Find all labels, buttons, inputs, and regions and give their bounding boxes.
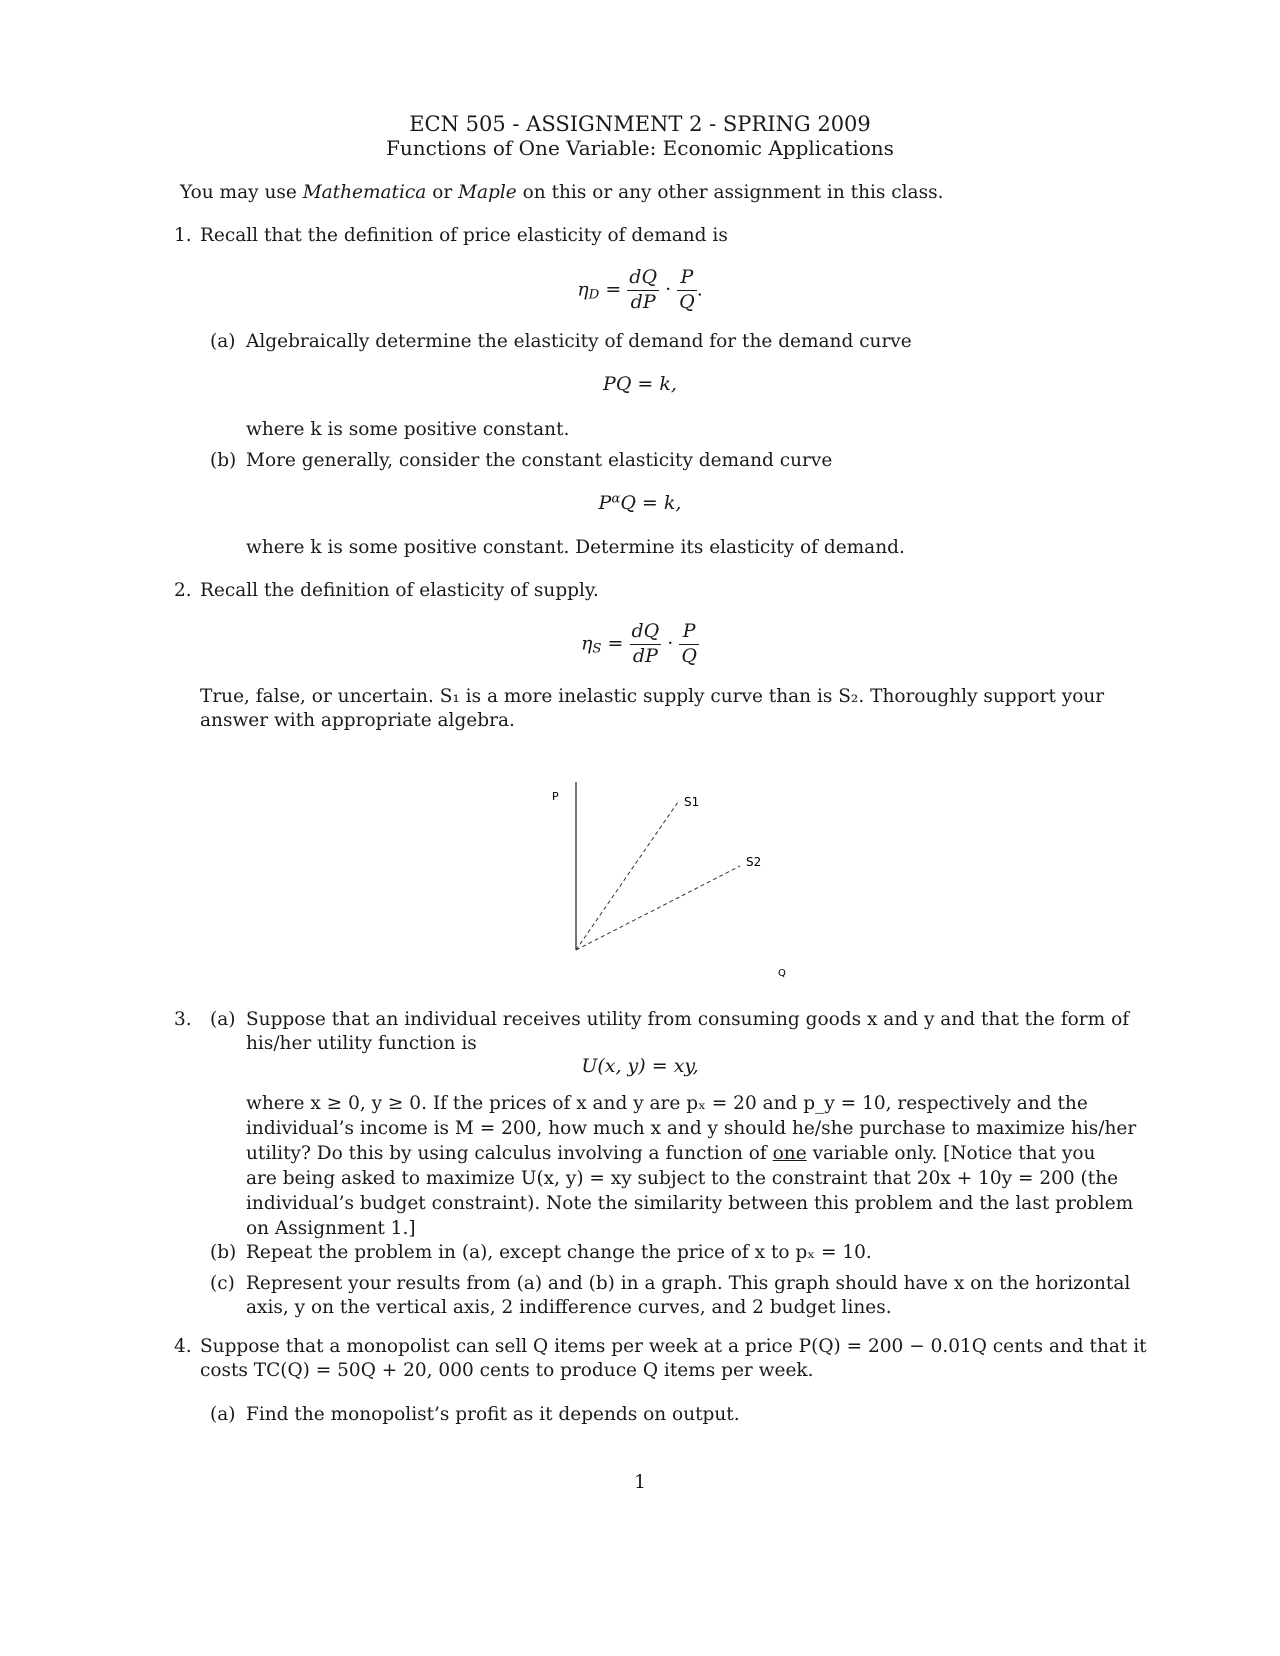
- page-number: 1: [634, 1472, 646, 1493]
- q3c-label: (c): [210, 1273, 235, 1294]
- q4-line1: Suppose that a monopolist can sell Q items per week at a price P(Q) = 200 − 0.01Q cents and that it: [200, 1336, 1147, 1357]
- q3a-paragraph: where x ≥ 0, y ≥ 0. If the prices of x and y are pₓ = 20 and p_y = 10, respectively and the individual’s income is M = 200, how much x and y should he/she purchase to maximize his/her utility? Do this by using calculus involving a function of one variable only. [Notice that you are being asked to maximize U(x, y) = xy subject to the constraint that 20x + 10y = 200 (the individual’s budget constraint). Note the similarity between this problem and the last problem on Assignment 1.]: [246, 1093, 1137, 1239]
- q2-number: 2.: [174, 580, 192, 601]
- q1a-equation: PQ = k,: [603, 373, 677, 395]
- q3-number: 3.: [174, 1009, 192, 1030]
- q4-line2: costs TC(Q) = 50Q + 20, 000 cents to produce Q items per week.: [200, 1360, 814, 1381]
- q2-line2: answer with appropriate algebra.: [200, 710, 515, 731]
- q1a-text: Algebraically determine the elasticity of demand for the demand curve: [246, 331, 912, 352]
- q1b-label: (b): [210, 450, 237, 471]
- q1b-where: where k is some positive constant. Determine its elasticity of demand.: [246, 537, 905, 558]
- supply-curve-s1: [576, 802, 678, 950]
- assignment-subtitle: Functions of One Variable: Economic Applications: [386, 136, 894, 160]
- y-axis-label: P: [552, 790, 559, 803]
- q1a-label: (a): [210, 331, 236, 352]
- supply-curve-s2: [576, 866, 740, 950]
- q4-number: 4.: [174, 1336, 192, 1357]
- q2-elasticity-formula: $\eta_S$ = $\frac{dQ}{dP}$ · $\frac{P}{Q}$: [581, 620, 697, 667]
- q1-elasticity-formula: $\eta_D$ = $\frac{dQ}{dP}$ · $\frac{P}{Q}$ .: [577, 266, 703, 313]
- q3b-label: (b): [210, 1242, 237, 1263]
- q2-text: Recall the definition of elasticity of supply.: [200, 580, 599, 601]
- s2-label: S2: [746, 855, 762, 869]
- supply-curves-diagram: [540, 770, 800, 990]
- q3a-label: (a): [210, 1009, 236, 1030]
- q3b-text: Repeat the problem in (a), except change the price of x to pₓ = 10.: [246, 1242, 872, 1263]
- s1-label: S1: [684, 795, 700, 809]
- q1-text: Recall that the definition of price elasticity of demand is: [200, 225, 728, 246]
- q1b-text: More generally, consider the constant elasticity demand curve: [246, 450, 833, 471]
- q3a-utility-function: U(x, y) = xy,: [581, 1055, 699, 1077]
- assignment-title: ECN 505 - ASSIGNMENT 2 - SPRING 2009: [409, 112, 871, 136]
- q1b-equation: $P^\alpha Q = k$,: [598, 491, 682, 514]
- q3c-line1: Represent your results from (a) and (b) in a graph. This graph should have x on the horizontal: [246, 1273, 1131, 1294]
- q3c-line2: axis, y on the vertical axis, 2 indifference curves, and 2 budget lines.: [246, 1297, 892, 1318]
- intro-line: You may use Mathematica or Maple on this or any other assignment in this class.: [180, 182, 944, 203]
- x-axis-label: Q: [778, 968, 786, 979]
- q4a-label: (a): [210, 1404, 236, 1425]
- q3a-line1: Suppose that an individual receives utility from consuming goods x and y and that the form of: [246, 1009, 1130, 1030]
- q3a-line2: his/her utility function is: [246, 1033, 477, 1054]
- q2-line1: True, false, or uncertain. S₁ is a more inelastic supply curve than is S₂. Thoroughly support your: [200, 686, 1105, 707]
- q1a-where: where k is some positive constant.: [246, 419, 570, 440]
- q1-number: 1.: [174, 225, 192, 246]
- q4a-text: Find the monopolist’s profit as it depends on output.: [246, 1404, 740, 1425]
